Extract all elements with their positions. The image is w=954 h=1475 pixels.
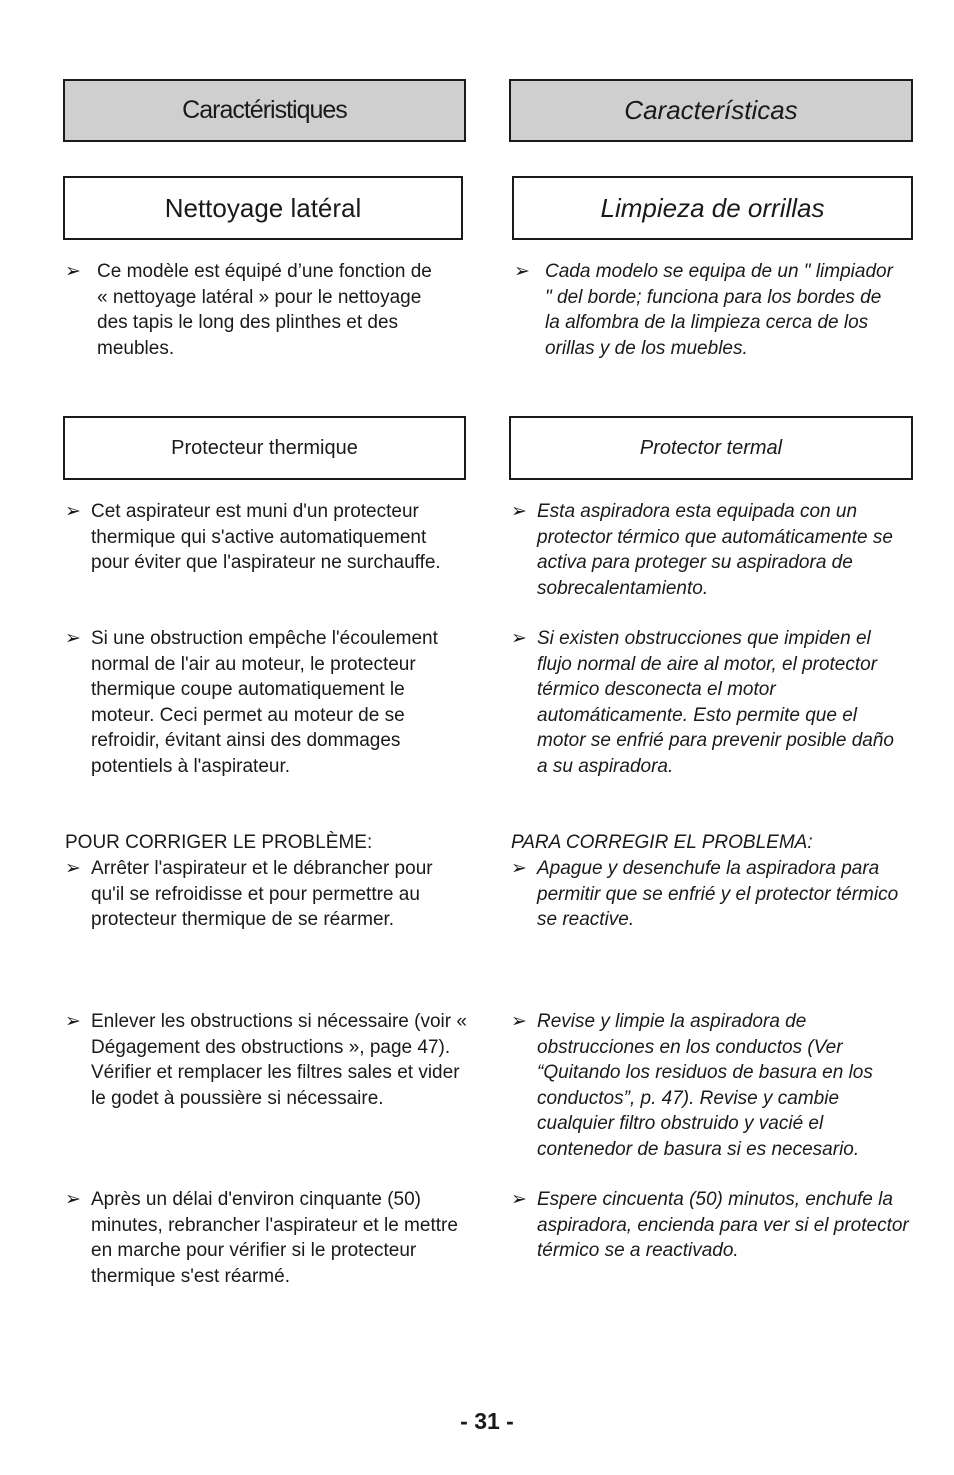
bullet-arrow-icon: ➢ xyxy=(65,501,81,522)
fr-section2-title: Protecteur thermique xyxy=(171,436,358,459)
page-number: - 31 - xyxy=(460,1408,514,1434)
es-correct-heading: PARA CORREGIR EL PROBLEMA: xyxy=(511,832,813,853)
fr-section1-title: Nettoyage latéral xyxy=(164,192,362,223)
fr-correct-bullet xyxy=(65,1187,467,1289)
fr-correct-bullet-text: Arrêter l'aspirateur et le débrancher pour qu'il se refroidisse et pour permettre au protecteur thermique de se réarmer. xyxy=(91,858,433,930)
fr-correct-bullet xyxy=(65,1009,467,1111)
es-section2-title-box xyxy=(509,416,913,480)
es-section1-title-box xyxy=(512,176,913,240)
fr-correct-heading: POUR CORRIGER LE PROBLÈME: xyxy=(65,832,373,853)
es-bullet xyxy=(511,626,909,779)
bullet-arrow-icon: ➢ xyxy=(65,858,81,879)
bullet-arrow-icon: ➢ xyxy=(511,501,527,522)
bullet-arrow-icon: ➢ xyxy=(511,858,527,879)
fr-header-box xyxy=(63,79,466,142)
bullet-arrow-icon: ➢ xyxy=(511,628,527,649)
fr-header-title: Caractéristiques xyxy=(182,96,347,124)
es-section1-bullet xyxy=(514,259,894,361)
fr-correct-bullet xyxy=(65,856,463,933)
fr-section1-bullet xyxy=(65,259,445,361)
fr-correct-bullet-text: Enlever les obstructions si nécessaire (voir « Dégagement des obstructions », page 47). Vérifier et remplacer les filtres sales et vider le godet à poussière si nécessaire. xyxy=(91,1011,467,1109)
es-bullet xyxy=(511,499,913,601)
es-correct-bullet-text: Espere cincuenta (50) minutos, enchufe la aspiradora, encienda para ver si el protector térmico se a reactivado. xyxy=(537,1189,909,1261)
fr-bullet-text: Cet aspirateur est muni d'un protecteur thermique qui s'active automatiquement pour éviter que l'aspirateur ne surchauffe. xyxy=(91,501,441,573)
bullet-arrow-icon: ➢ xyxy=(514,261,530,282)
es-section2-title: Protector termal xyxy=(639,436,783,459)
bullet-arrow-icon: ➢ xyxy=(65,261,81,282)
es-bullet-text: Si existen obstrucciones que impiden el flujo normal de aire al motor, el protector térmico desconecta el motor automáticamente. Esto permite que el motor se enfrié para prevenir posible daño a su aspiradora. xyxy=(537,628,894,777)
fr-bullet-text: Si une obstruction empêche l'écoulement normal de l'air au moteur, le protecteur thermique coupe automatiquement le moteur. Ceci permet au moteur de se refroidir, évitant ainsi des dommages potentiels à l'aspirateur. xyxy=(91,628,438,777)
fr-bullet xyxy=(65,626,463,779)
es-correct-bullet-text: Apague y desenchufe la aspiradora para permitir que se enfrié y el protector térmico se reactive. xyxy=(537,858,899,930)
bullet-arrow-icon: ➢ xyxy=(511,1189,527,1210)
es-section1-title: Limpieza de orrillas xyxy=(600,192,825,223)
bullet-arrow-icon: ➢ xyxy=(65,1189,81,1210)
bullet-arrow-icon: ➢ xyxy=(65,1011,81,1032)
es-correct-bullet-text: Revise y limpie la aspiradora de obstrucciones en los conductos (Ver “Quitando los residuos de basura en los conductos”, p. 47). Revise y cambie cualquier filtro obstruido y vacié el contenedor de basura si es necesario. xyxy=(537,1011,873,1160)
fr-section1-title-box xyxy=(63,176,463,240)
bullet-arrow-icon: ➢ xyxy=(65,628,81,649)
fr-correct-bullet-text: Après un délai d'environ cinquante (50) minutes, rebrancher l'aspirateur et le mettre en marche pour vérifier si le protecteur thermique s'est réarmé. xyxy=(91,1189,458,1287)
fr-bullet xyxy=(65,499,463,576)
es-bullet-text: Esta aspiradora esta equipada con un protector térmico que automáticamente se activa para proteger su aspiradora de sobrecalentamiento. xyxy=(537,501,893,599)
es-correct-bullet xyxy=(511,1187,909,1264)
bullet-arrow-icon: ➢ xyxy=(511,1011,527,1032)
es-section1-bullet-text: Cada modelo se equipa de un " limpiador " del borde; funciona para los bordes de la alfombra de la limpieza cerca de los orillas y de los muebles. xyxy=(545,261,893,359)
fr-section2-title-box xyxy=(63,416,466,480)
es-header-box xyxy=(509,79,913,142)
es-header-title: Características xyxy=(624,95,798,125)
fr-section1-bullet-text: Ce modèle est équipé d’une fonction de « nettoyage latéral » pour le nettoyage des tapis le long des plinthes et des meubles. xyxy=(97,261,432,359)
es-correct-bullet xyxy=(511,1009,913,1162)
es-correct-bullet xyxy=(511,856,909,933)
